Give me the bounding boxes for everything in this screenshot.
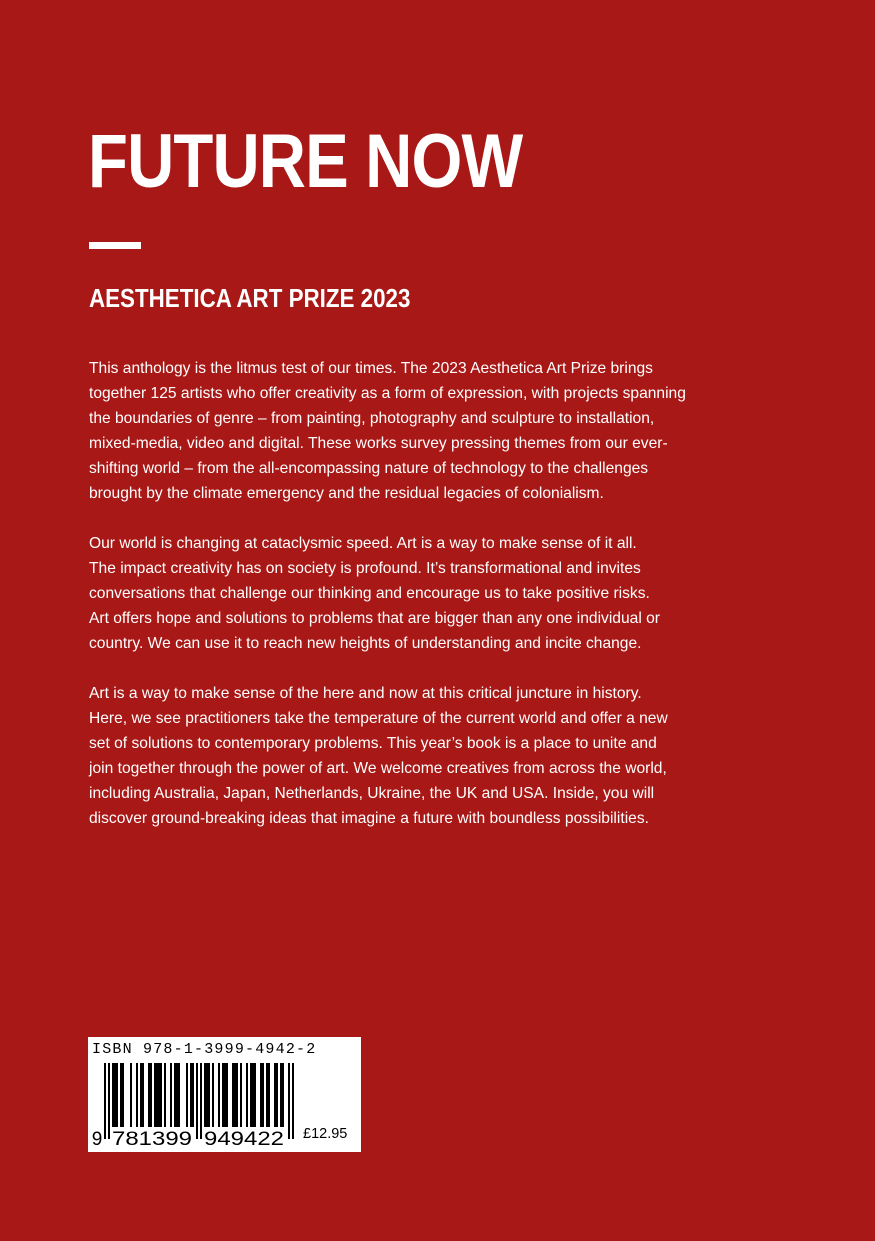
barcode-bar — [200, 1063, 202, 1139]
barcode-bar — [260, 1063, 262, 1127]
barcode-bar — [140, 1063, 142, 1127]
barcode-bar — [178, 1063, 180, 1127]
blurb-line: shifting world – from the all-encompassing nature of technology to the challenges — [89, 460, 649, 477]
barcode-bar — [240, 1063, 242, 1127]
barcode-bar — [222, 1063, 224, 1127]
barcode-bar — [154, 1063, 156, 1127]
barcode-bar — [120, 1063, 122, 1127]
blurb-line: Our world is changing at cataclysmic speed. Art is a way to make sense of it all. — [89, 535, 637, 552]
barcode-bar — [164, 1063, 166, 1127]
blurb-line: country. We can use it to reach new heights of understanding and incite change. — [89, 635, 642, 652]
barcode-graphic — [92, 1063, 298, 1147]
barcode-bar — [266, 1063, 268, 1127]
barcode-bar — [292, 1063, 294, 1139]
barcode-bar — [142, 1063, 144, 1127]
blurb-line: including Australia, Japan, Netherlands, Ukraine, the UK and USA. Inside, you will — [89, 785, 655, 802]
blurb — [89, 356, 709, 856]
blurb-line: discover ground-breaking ideas that imagine a future with boundless possibilities. — [89, 810, 649, 827]
barcode-bar — [104, 1063, 106, 1139]
blurb-line: Art offers hope and solutions to problems that are bigger than any one individual or — [89, 610, 660, 627]
blurb-line: the boundaries of genre – from painting, photography and sculpture to installation, — [89, 410, 655, 427]
barcode-bar — [204, 1063, 206, 1127]
barcode-bar — [232, 1063, 234, 1127]
blurb-line: This anthology is the litmus test of our times. The 2023 Aesthetica Art Prize brings — [89, 360, 653, 377]
barcode-bar — [112, 1063, 114, 1127]
barcode-bar — [236, 1063, 238, 1127]
blurb-line: brought by the climate emergency and the residual legacies of colonialism. — [89, 485, 604, 502]
barcode-bar — [170, 1063, 172, 1127]
barcode-bar — [254, 1063, 256, 1127]
barcode-bar — [246, 1063, 248, 1127]
blurb-line: together 125 artists who offer creativity as a form of expression, with projects spanning — [89, 385, 686, 402]
barcode-bar — [212, 1063, 214, 1127]
price-label: £12.95 — [303, 1126, 348, 1142]
barcode-bar — [268, 1063, 270, 1127]
barcode-bar — [196, 1063, 198, 1139]
barcode-bar — [186, 1063, 188, 1127]
blurb-line: mixed-media, video and digital. These works survey pressing themes from our ever- — [89, 435, 668, 452]
blurb-paragraph-3 — [89, 681, 709, 831]
cover-subtitle: AESTHETICA ART PRIZE 2023 — [89, 283, 411, 313]
isbn-barcode-panel — [88, 1037, 361, 1152]
barcode-bar — [130, 1063, 132, 1127]
blurb-line: The impact creativity has on society is profound. It’s transformational and invites — [89, 560, 641, 577]
barcode-bar — [190, 1063, 192, 1127]
barcode-bar — [148, 1063, 150, 1127]
isbn-label: ISBN 978-1-3999-4942-2 — [92, 1041, 317, 1058]
barcode-bar — [174, 1063, 176, 1127]
barcode-bar — [108, 1063, 110, 1139]
barcode-bar — [158, 1063, 160, 1127]
barcode-bar — [280, 1063, 282, 1127]
blurb-line: conversations that challenge our thinking and encourage us to take positive risks. — [89, 585, 650, 602]
barcode-bar — [208, 1063, 210, 1127]
barcode-bar — [262, 1063, 264, 1127]
blurb-line: Here, we see practitioners take the temperature of the current world and offer a new — [89, 710, 668, 727]
blurb-line: Art is a way to make sense of the here and now at this critical juncture in history. — [89, 685, 642, 702]
barcode-bar — [226, 1063, 228, 1127]
blurb-paragraph-2 — [89, 531, 709, 656]
barcode-bar — [150, 1063, 152, 1127]
barcode-bar — [250, 1063, 252, 1127]
blurb-line: join together through the power of art. We welcome creatives from across the world, — [89, 760, 667, 777]
barcode-bar — [224, 1063, 226, 1127]
barcode-bar — [276, 1063, 278, 1127]
barcode-bar — [234, 1063, 236, 1127]
barcode-bar — [274, 1063, 276, 1127]
barcode-left-digits: 781399 — [112, 1129, 192, 1147]
barcode-bar — [206, 1063, 208, 1127]
barcode-bar — [114, 1063, 116, 1127]
barcode-lead-digit: 9 — [92, 1129, 103, 1147]
barcode-bar — [156, 1063, 158, 1127]
barcode-bar — [218, 1063, 220, 1127]
barcode-bar — [122, 1063, 124, 1127]
barcode-bar — [252, 1063, 254, 1127]
barcode-bar — [116, 1063, 118, 1127]
barcode-bar — [176, 1063, 178, 1127]
barcode-bar — [136, 1063, 138, 1127]
barcode-bar — [288, 1063, 290, 1139]
blurb-paragraph-1 — [89, 356, 709, 506]
barcode-bar — [282, 1063, 284, 1127]
barcode-bar — [192, 1063, 194, 1127]
barcode-bar — [160, 1063, 162, 1127]
title-divider — [89, 242, 141, 249]
cover-title: FUTURE NOW — [88, 119, 523, 204]
barcode-right-digits: 949422 — [204, 1129, 284, 1147]
blurb-line: set of solutions to contemporary problems. This year’s book is a place to unite and — [89, 735, 657, 752]
